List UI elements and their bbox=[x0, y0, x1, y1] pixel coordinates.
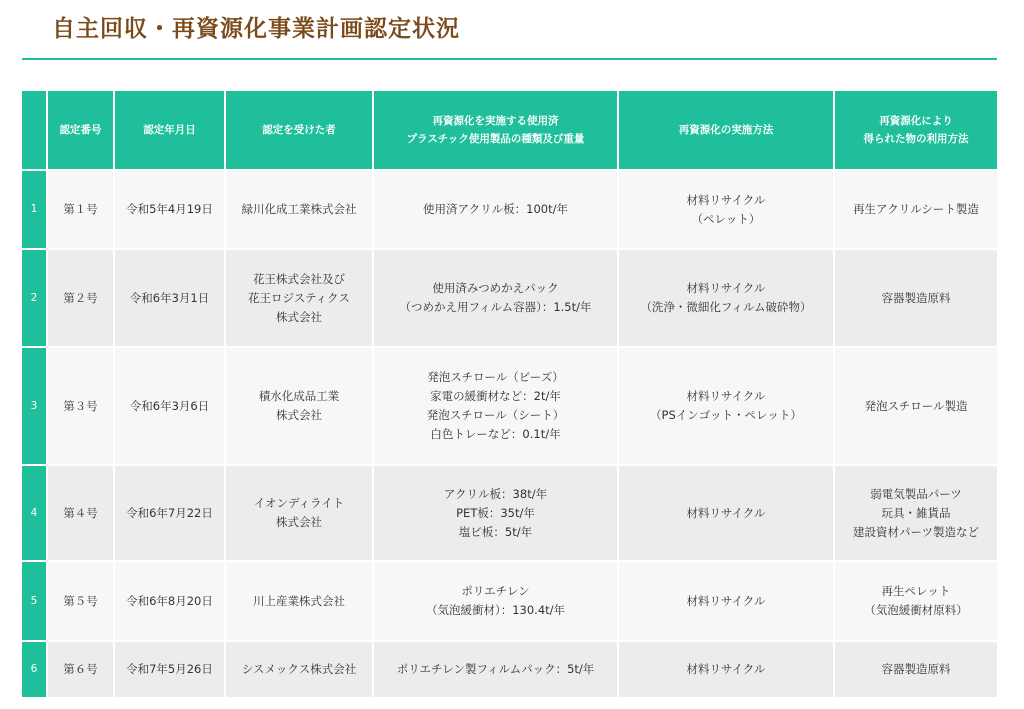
title-divider bbox=[22, 58, 997, 60]
cell-cert-number: 第４号 bbox=[48, 466, 115, 562]
cell-certified-party: シスメックス株式会社 bbox=[226, 642, 374, 699]
cell-usage: 発泡スチロール製造 bbox=[835, 348, 997, 466]
cell-certified-party: イオンディライト 株式会社 bbox=[226, 466, 374, 562]
page-title: 自主回収・再資源化事業計画認定状況 bbox=[52, 16, 460, 42]
cell-cert-date: 令和6年7月22日 bbox=[115, 466, 226, 562]
cell-recycling-method: 材料リサイクル bbox=[619, 562, 835, 642]
row-index: 3 bbox=[22, 348, 48, 466]
cell-cert-number: 第５号 bbox=[48, 562, 115, 642]
row-index: 2 bbox=[22, 250, 48, 348]
cell-recycling-method: 材料リサイクル （ペレット） bbox=[619, 171, 835, 250]
row-index: 6 bbox=[22, 642, 48, 699]
cell-usage: 再生ペレット （気泡緩衝材原料） bbox=[835, 562, 997, 642]
header-products-weight: 再資源化を実施する使用済 プラスチック使用製品の種類及び重量 bbox=[374, 91, 619, 171]
cell-cert-date: 令和5年4月19日 bbox=[115, 171, 226, 250]
table-row bbox=[22, 250, 997, 348]
certification-table bbox=[22, 91, 997, 699]
cell-cert-date: 令和6年3月6日 bbox=[115, 348, 226, 466]
cell-cert-date: 令和7年5月26日 bbox=[115, 642, 226, 699]
cell-products-weight: 使用済みつめかえパック （つめかえ用フィルム容器）：1.5t/年 bbox=[374, 250, 619, 348]
cell-cert-number: 第１号 bbox=[48, 171, 115, 250]
row-index: 5 bbox=[22, 562, 48, 642]
table-row bbox=[22, 171, 997, 250]
header-cert-number: 認定番号 bbox=[48, 91, 115, 171]
cell-recycling-method: 材料リサイクル bbox=[619, 642, 835, 699]
cell-products-weight: ポリエチレン （気泡緩衝材）：130.4t/年 bbox=[374, 562, 619, 642]
cell-cert-number: 第２号 bbox=[48, 250, 115, 348]
table-row bbox=[22, 348, 997, 466]
row-index: 1 bbox=[22, 171, 48, 250]
cell-usage: 再生アクリルシート製造 bbox=[835, 171, 997, 250]
cell-products-weight: 発泡スチロール（ビーズ） 家電の緩衝材など：2t/年 発泡スチロール（シート） 白色トレーなど：0.1t/年 bbox=[374, 348, 619, 466]
cell-recycling-method: 材料リサイクル （PSインゴット・ペレット） bbox=[619, 348, 835, 466]
table-row bbox=[22, 466, 997, 562]
cell-cert-number: 第３号 bbox=[48, 348, 115, 466]
cell-usage: 弱電気製品パーツ 玩具・雑貨品 建設資材パーツ製造など bbox=[835, 466, 997, 562]
header-usage: 再資源化により 得られた物の利用方法 bbox=[835, 91, 997, 171]
table-row bbox=[22, 562, 997, 642]
cell-recycling-method: 材料リサイクル bbox=[619, 466, 835, 562]
cell-cert-date: 令和6年3月1日 bbox=[115, 250, 226, 348]
cell-products-weight: 使用済アクリル板：100t/年 bbox=[374, 171, 619, 250]
cell-certified-party: 積水化成品工業 株式会社 bbox=[226, 348, 374, 466]
cell-products-weight: ポリエチレン製フィルムパック：5t/年 bbox=[374, 642, 619, 699]
header-cert-date: 認定年月日 bbox=[115, 91, 226, 171]
table-header-row bbox=[22, 91, 997, 171]
cell-products-weight: アクリル板：38t/年 PET板：35t/年 塩ビ板：5t/年 bbox=[374, 466, 619, 562]
cell-certified-party: 川上産業株式会社 bbox=[226, 562, 374, 642]
header-certified-party: 認定を受けた者 bbox=[226, 91, 374, 171]
cell-cert-number: 第６号 bbox=[48, 642, 115, 699]
table-row bbox=[22, 642, 997, 699]
cell-cert-date: 令和6年8月20日 bbox=[115, 562, 226, 642]
row-index: 4 bbox=[22, 466, 48, 562]
cell-usage: 容器製造原料 bbox=[835, 250, 997, 348]
header-recycling-method: 再資源化の実施方法 bbox=[619, 91, 835, 171]
cell-recycling-method: 材料リサイクル （洗浄・微細化フィルム破砕物） bbox=[619, 250, 835, 348]
cell-usage: 容器製造原料 bbox=[835, 642, 997, 699]
cell-certified-party: 花王株式会社及び 花王ロジスティクス 株式会社 bbox=[226, 250, 374, 348]
header-index bbox=[22, 91, 48, 171]
cell-certified-party: 緑川化成工業株式会社 bbox=[226, 171, 374, 250]
